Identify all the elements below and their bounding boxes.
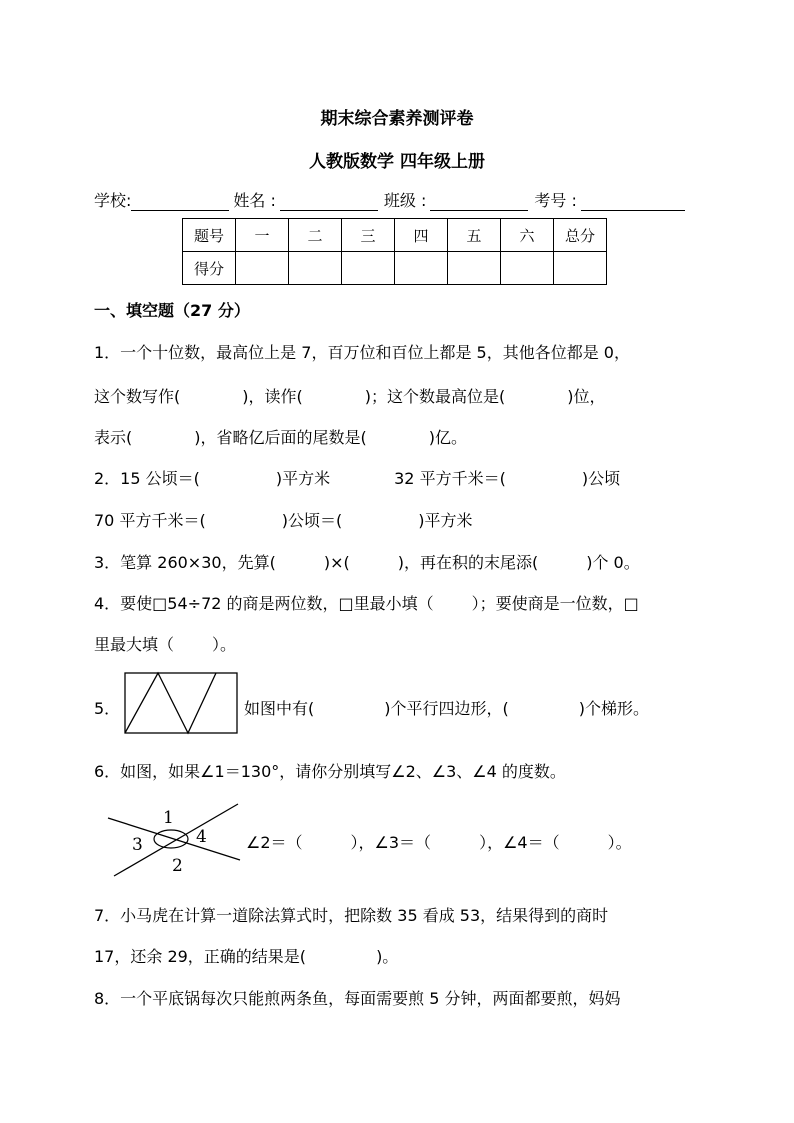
table-cell: 一 — [236, 219, 289, 252]
score-table-header-row — [183, 219, 607, 252]
student-info-row — [94, 188, 704, 211]
angle-label-4: 4 — [196, 827, 207, 847]
intersecting-lines-figure — [104, 800, 244, 880]
section-title: 一、填空题（27 分） — [94, 301, 250, 320]
question-4-line-1 — [94, 591, 639, 614]
angle-label-3: 3 — [132, 835, 143, 855]
exam-subtitle: 人教版数学 四年级上册 — [309, 152, 485, 172]
score-table-score-row — [183, 252, 607, 285]
q-text: 70 平方千米＝( — [94, 511, 206, 530]
table-cell: 四 — [395, 219, 448, 252]
q-text: 如图中有( — [244, 699, 315, 718]
q-text: ）。 — [607, 833, 632, 852]
q-text: ）；要使商是一位数，□ — [471, 594, 639, 613]
name-label: 姓名 : — [233, 191, 276, 210]
q-text: 表示( — [94, 428, 133, 447]
q-text: ）。 — [212, 635, 237, 654]
q-text: ），∠3＝（ — [350, 833, 432, 852]
table-cell: 三 — [342, 219, 395, 252]
question-1-line-3 — [94, 425, 467, 448]
q-text: )公顷＝( — [281, 511, 343, 530]
table-cell: 二 — [289, 219, 342, 252]
angle-label-2: 2 — [172, 856, 183, 876]
q-text: )位， — [567, 387, 606, 406]
q-text: 17，还余 29，正确的结果是( — [94, 947, 307, 966]
score-cell[interactable] — [342, 252, 395, 285]
exam-no-field[interactable] — [581, 192, 685, 211]
question-2-line-1 — [94, 466, 620, 489]
q-text: )，省略亿后面的尾数是( — [194, 428, 367, 447]
exam-no-label: 考号 : — [534, 191, 577, 210]
q-text: 32 平方千米＝( — [394, 469, 506, 488]
table-cell: 题号 — [183, 219, 236, 252]
class-label: 班级 : — [383, 191, 427, 210]
q-text: 2．15 公顷＝( — [94, 469, 200, 488]
q-text: )平方米 — [275, 469, 331, 488]
q-text: )×( — [323, 553, 350, 572]
question-4-line-2 — [94, 632, 236, 655]
question-6: 6．如图，如果∠1＝130°，请你分别填写∠2、∠3、∠4 的度数。 — [94, 762, 566, 781]
q-text: 4．要使□54÷72 的商是两位数，□里最小填（ — [94, 594, 434, 613]
score-cell[interactable] — [289, 252, 342, 285]
q-text: )平方米 — [418, 511, 473, 530]
q-text: 里最大填（ — [94, 635, 175, 654]
question-8-line-1: 8．一个平底锅每次只能煎两条鱼，每面需要煎 5 分钟，两面都要煎，妈妈 — [94, 989, 621, 1008]
table-cell: 六 — [501, 219, 554, 252]
question-3 — [94, 550, 640, 573]
name-field[interactable] — [280, 192, 378, 211]
parallelogram-trapezoid-figure — [122, 670, 240, 736]
table-cell: 五 — [448, 219, 501, 252]
question-5-number: 5． — [94, 699, 121, 718]
table-cell: 得分 — [183, 252, 236, 285]
question-2-line-2 — [94, 508, 472, 531]
class-field[interactable] — [430, 192, 528, 211]
q-text: )亿。 — [428, 428, 467, 447]
question-1-line-2 — [94, 384, 606, 407]
angle-label-1: 1 — [163, 808, 174, 828]
score-cell[interactable] — [501, 252, 554, 285]
school-label: 学校: — [94, 191, 132, 210]
q-text: )个梯形。 — [578, 699, 649, 718]
q-text: )，再在积的末尾添( — [397, 553, 539, 572]
question-6-answers — [246, 830, 632, 853]
q-text: 这个数写作( — [94, 387, 181, 406]
question-7-line-2 — [94, 944, 398, 967]
score-cell[interactable] — [448, 252, 501, 285]
q-text: )，读作( — [242, 387, 303, 406]
score-cell[interactable] — [236, 252, 289, 285]
q-text: 3．笔算 260×30，先算( — [94, 553, 276, 572]
q-text: )。 — [376, 947, 399, 966]
q-text: )个 0。 — [586, 553, 640, 572]
school-field[interactable] — [131, 192, 229, 211]
question-7-line-1: 7．小马虎在计算一道除法算式时，把除数 35 看成 53，结果得到的商时 — [94, 906, 609, 925]
q-text: ∠2＝（ — [246, 833, 303, 852]
q-text: )个平行四边形，( — [384, 699, 509, 718]
score-table — [182, 218, 607, 285]
q-text: )公顷 — [581, 469, 621, 488]
question-5-text — [244, 696, 649, 719]
table-cell: 总分 — [554, 219, 607, 252]
question-1-line-1: 1．一个十位数，最高位上是 7，百万位和百位上都是 5，其他各位都是 0， — [94, 343, 630, 362]
score-cell[interactable] — [395, 252, 448, 285]
exam-title: 期末综合素养测评卷 — [320, 109, 474, 129]
q-text: ），∠4＝（ — [479, 833, 560, 852]
q-text: )；这个数最高位是( — [364, 387, 506, 406]
score-cell[interactable] — [554, 252, 607, 285]
